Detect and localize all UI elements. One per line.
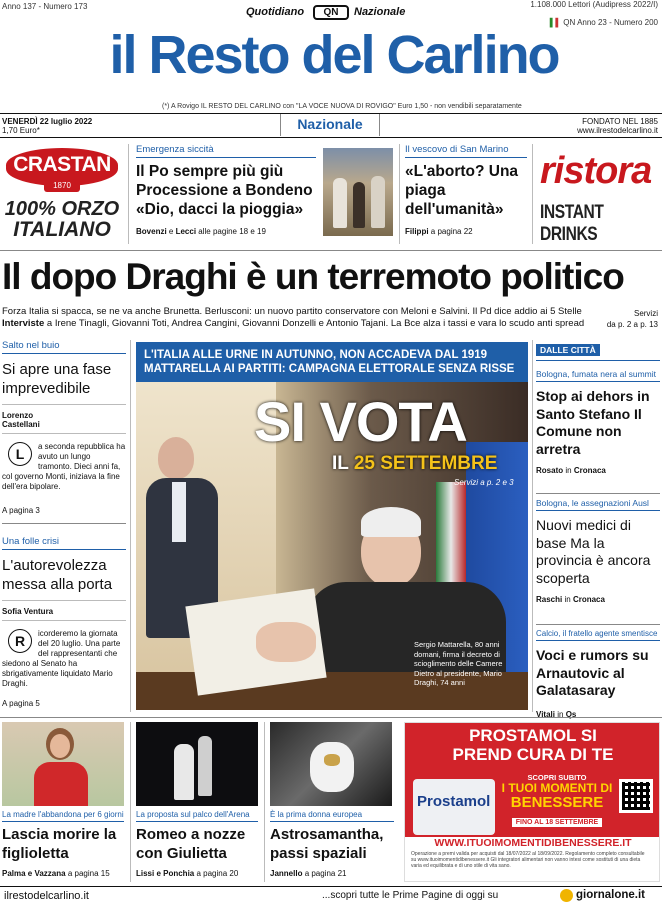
feature-services: Servizi a p. 2 e 3 [454, 478, 514, 487]
masthead-title: il Resto del Carlino [109, 25, 559, 85]
issue-number: Anno 137 - Numero 173 [2, 2, 88, 11]
left-author2: Sofia Ventura [2, 607, 54, 616]
bottom-story-1[interactable] [2, 810, 124, 878]
top-story-drought[interactable] [136, 144, 316, 236]
left-page1: A pagina 3 [2, 506, 40, 515]
prostamol-title: PROSTAMOL SI PREND CURA DI TE [405, 723, 660, 767]
qn-right: Nazionale [354, 6, 406, 18]
footer-promo: ...scopri tutte le Prime Pagine di oggi su [322, 890, 499, 901]
distribution-note: (*) A Rovigo IL RESTO DEL CARLINO con "LA VOCE NUOVA DI ROVIGO" Euro 1,50 - non vendibili separatamente [162, 103, 522, 110]
drop-cap-L: L [8, 442, 32, 466]
city-section-label: DALLE CITTÀ [536, 344, 600, 356]
giornalone-icon [560, 889, 573, 902]
qr-code-icon[interactable] [619, 779, 653, 813]
right-byline3: Vitali in Qs [536, 709, 577, 719]
footer-site[interactable]: ilrestodelcarlino.it [4, 890, 89, 902]
left-text1: L a seconda repubblica ha avuto un lungo tramonto. Dieci anni fa, col governo Monti, iniziava la fine dell'era bipolare. [2, 442, 126, 491]
issue-date: VENERDÌ 22 luglio 2022 [2, 117, 93, 126]
right-kicker2: Bologna, le assegnazioni Ausl [536, 498, 649, 508]
footer-brand[interactable]: giornalone.it [576, 889, 645, 901]
byline: Palma e Vazzana a pagina 15 [2, 869, 110, 878]
main-interviews: Interviste a Irene Tinagli, Giovanni Toti, Andrea Cangini, Giovanni Donzelli e Antonio Tajani. La Bce alza i tassi e vara lo scudo anti spread [2, 318, 585, 329]
product-box: Prostamol [413, 779, 495, 835]
byline: Jannello a pagina 21 [270, 869, 347, 878]
banner-line2: MATTARELLA AI PARTITI: CAMPAGNA ELETTORALE SENZA RISSE [144, 363, 515, 375]
vote-date: IL 25 SETTEMBRE [332, 453, 498, 474]
crastan-ad[interactable] [0, 142, 124, 246]
left-column [2, 340, 126, 708]
ristora-logo: ristora [540, 150, 652, 192]
byline: Filippi a pagina 22 [405, 227, 473, 236]
byline: Lissi e Ponchia a pagina 20 [136, 869, 239, 878]
right-headline2[interactable]: Nuovi medici di base Ma la provincia è ancora scoperta [536, 517, 651, 586]
crastan-line1: 100% ORZO [4, 198, 120, 220]
prostamol-fineprint: Operazione a premi valida per acquisti dal 18/07/2022 al 18/09/2022. Regolamento completo consultabile su www.ituoimomentidibenessere.it Gli integratori alimentari non vanno intesi come sostituti di una dieta varia ed equilibrata e di uno stile di vita sano. [411, 851, 645, 869]
readers-count: 1.108.000 Lettori (Audipress 2022/I) [530, 0, 658, 9]
crastan-logo: CRASTAN [6, 148, 118, 186]
right-byline2: Raschi in Cronaca [536, 595, 605, 604]
ristora-tagline: INSTANT DRINKS [540, 202, 604, 245]
left-section1: Salto nel buio [2, 340, 60, 351]
ristora-ad[interactable] [536, 144, 662, 246]
romeo-photo [136, 722, 258, 806]
left-title2[interactable]: L'autorevolezza messa alla porta [2, 557, 113, 593]
right-kicker1: Bologna, fumata nera al summit [536, 369, 657, 379]
edition-label: Nazionale [280, 114, 380, 136]
founded: FONDATO NEL 1885 [582, 117, 658, 126]
bottom-story-2[interactable] [136, 810, 258, 878]
prostamol-url[interactable]: WWW.ITUOIMOMENTIDIBENESSERE.IT [434, 837, 632, 849]
photo-caption: Sergio Mattarella, 80 anni domani, firma il decreto di scioglimento delle Camere Dietro al presidente, Mario Draghi, 74 anni [414, 640, 503, 687]
left-section2: Una folle crisi [2, 536, 60, 547]
astronaut-photo [270, 722, 392, 806]
headline[interactable]: Lascia morire la figlioletta [2, 826, 117, 862]
headline[interactable]: Il Po sempre più giù Processione a Bondeno «Dio, dacci la pioggia» [136, 163, 313, 218]
left-page2: A pagina 5 [2, 699, 40, 708]
main-headline[interactable]: Il dopo Draghi è un terremoto politico [2, 256, 624, 297]
right-byline1: Rosato in Cronaca [536, 466, 606, 475]
qn-left: Quotidiano [246, 6, 305, 18]
feature-banner [136, 342, 528, 382]
mother-photo [2, 722, 124, 806]
website: www.ilrestodelcarlino.it [577, 126, 658, 135]
top-story-abortion[interactable] [405, 144, 527, 236]
left-author1: Lorenzo Castellani [2, 411, 40, 429]
bottom-story-3[interactable] [270, 810, 394, 878]
prostamol-ad[interactable] [404, 722, 660, 882]
main-feature[interactable] [136, 342, 528, 710]
left-title1[interactable]: Si apre una fase imprevedibile [2, 361, 112, 397]
qn-issue: ▌▌ QN Anno 23 - Numero 200 [549, 18, 658, 27]
right-kicker3: Calcio, il fratello agente smentisce [536, 629, 658, 638]
qn-logo: QN [313, 5, 349, 20]
kicker: Emergenza siccità [136, 144, 214, 155]
right-headline3[interactable]: Voci e rumors su Arnautovic al Galatasaray [536, 647, 649, 698]
left-text2: R icorderemo la giornata del 20 luglio. Una parte del rappresentanti che siedono al Senato ha sbrigativamente liquidato Mario Draghi. [2, 629, 121, 688]
main-services: Servizi da p. 2 a p. 13 [606, 309, 658, 329]
right-headline1[interactable]: Stop ai dehors in Santo Stefano Il Comune non arretra [536, 388, 650, 457]
kicker: È la prima donna europea [270, 810, 363, 819]
prostamol-promo: SCOPRI SUBITO I TUOI MOMENTI DI BENESSERE FINO AL 18 SETTEMBRE [501, 773, 613, 826]
kicker: La proposta sul palco dell'Arena [136, 810, 250, 819]
procession-photo [323, 148, 393, 236]
crastan-line2: ITALIANO [13, 218, 111, 241]
kicker: La madre l'abbandona per 6 giorni [2, 810, 124, 819]
banner-line1: L'ITALIA ALLE URNE IN AUTUNNO, NON ACCADEVA DAL 1919 [144, 349, 488, 361]
headline[interactable]: Astrosamantha, passi spaziali [270, 826, 384, 862]
headline[interactable]: «L'aborto? Una piaga dell'umanità» [405, 163, 519, 218]
right-column [536, 340, 660, 719]
issue-price: 1,70 Euro* [2, 126, 40, 135]
main-summary: Forza Italia si spacca, se ne va anche Brunetta. Berlusconi: un nuovo partito conservatore con Meloni e Salvini. Il Pd dice addio ai 5 Stelle [2, 306, 582, 317]
kicker: Il vescovo di San Marino [405, 144, 509, 155]
headline[interactable]: Romeo a nozze con Giulietta [136, 826, 246, 862]
drop-cap-R: R [8, 629, 32, 653]
crastan-year: 1870 [44, 181, 80, 192]
si-vota: SI VOTA [254, 390, 467, 453]
byline: Bovenzi e Lecci alle pagine 18 e 19 [136, 227, 266, 236]
